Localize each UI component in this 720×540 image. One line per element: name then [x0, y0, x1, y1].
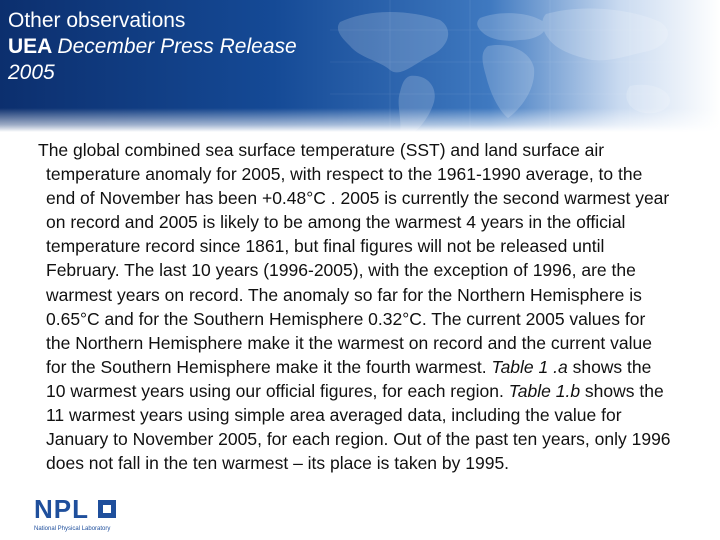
body-text-part-1: The global combined sea surface temperature (SST) and land surface air temperature anomaly for 2005, with respect to the 1961-1990 average, to the end of November has been +0.48°C . 2005 is currently the second warmest year on record and 2005 is likely to be among the warmest 4 years in the official temperature record since 1861, but final figures will not be released until February. The last 10 years (1996-2005), with the exception of 1996, are the warmest years on record. The anomaly so far for the Northern Hemisphere is 0.65°C and for the Southern Hemisphere 0.32°C. The current 2005 values for the Northern Hemisphere make it the warmest on record and the current value for the Southern Hemisphere make it the fourth warmest.: [38, 140, 670, 377]
title-year: 2005: [8, 61, 55, 84]
npl-logo: [30, 492, 150, 534]
table-1b-reference: Table 1.b: [508, 380, 581, 401]
title-release: December Press Release: [57, 35, 297, 58]
body-text-part-2: shows the 10 warmest years using our official figures, for each region.: [46, 356, 652, 401]
body-paragraph: [38, 138, 672, 475]
title-line-1: Other observations: [8, 9, 186, 32]
table-1a-reference: Table 1 .a: [491, 356, 568, 377]
npl-logo-square-inner: [103, 505, 111, 513]
npl-logo-caption: National Physical Laboratory: [34, 526, 111, 532]
title-source: UEA: [8, 35, 58, 58]
body-text-part-3: shows the 11 warmest years using simple area averaged data, including the value for January to November 2005, for each region. Out of the past ten years, only 1996 does not fall in the ten warmest – its place is taken by 1995.: [46, 380, 671, 474]
npl-logo-mark: NPL: [34, 494, 89, 524]
slide-title: [8, 8, 348, 86]
world-map-graphic: [330, 0, 720, 132]
